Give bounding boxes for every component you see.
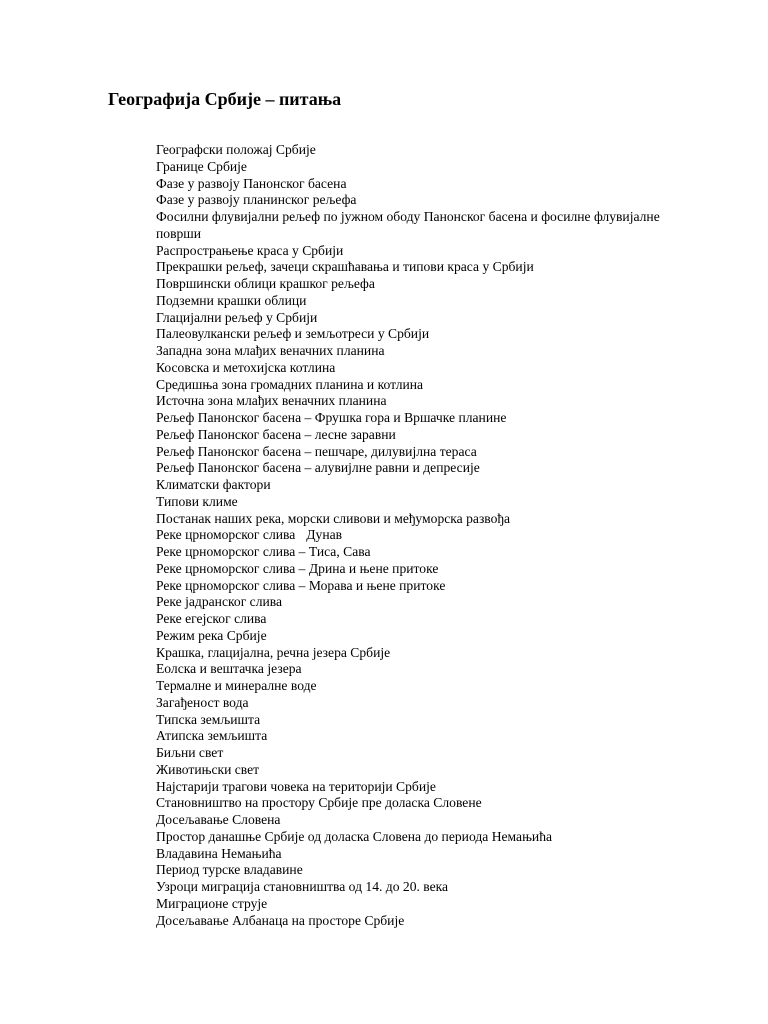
document-title: Географија Србије – питања — [108, 89, 342, 109]
question-item: Подземни крашки облици — [156, 292, 307, 308]
question-item: Географски положај Србије — [156, 142, 316, 157]
question-item: Глацијални рељеф у Србији — [156, 309, 318, 325]
question-item: Климатски фактори — [156, 477, 271, 492]
question-item: Рељеф Панонског басена – алувијлне равни и депресије — [156, 460, 480, 476]
question-item: Простор данашње Србије од доласка Словена до периода Немањића — [156, 828, 553, 844]
question-item: Фазе у развоју Панонског басена — [156, 175, 347, 191]
question-item: Миграционе струје — [156, 895, 268, 911]
question-item: Крашка, глацијална, речна језера Србије — [156, 644, 391, 660]
question-item: Рељеф Панонског басена – пешчаре, дилувијлна тераса — [156, 443, 477, 459]
question-item: Становништво на простору Србије пре доласка Словене — [156, 795, 482, 811]
question-item: Фазе у развоју планинског рељефа — [156, 192, 357, 208]
question-item: Распрострањење краса у Србији — [156, 242, 344, 258]
question-item — [156, 527, 676, 544]
question-item: Режим река Србије — [156, 627, 267, 643]
question-list — [156, 142, 676, 929]
question-item: Загађеност вода — [156, 694, 249, 710]
question-item: Еолска и вештачка језера — [156, 661, 302, 677]
question-item: Најстарији трагови човека на територији Србије — [156, 778, 436, 794]
question-suffix: Дунав — [306, 527, 343, 543]
question-item: Источна зона млађих веначних планина — [156, 393, 387, 409]
question-item: Период турске владавине — [156, 862, 303, 878]
question-item: Животињски свет — [156, 761, 260, 777]
question-item: Узроци миграција становништва од 14. до 20. века — [156, 879, 449, 894]
question-item: Досељавање Словена — [156, 812, 281, 827]
question-item: Рељеф Панонског басена – Фрушка гора и Вршачке планине — [156, 410, 507, 425]
question-item: Атипска земљишта — [156, 728, 268, 744]
question-item: Реке јадранског слива — [156, 594, 283, 610]
question-item: Прекрашки рељеф, зачеци скрашћавања и типови краса у Србији — [156, 259, 534, 275]
question-item: Типови климе — [156, 493, 238, 509]
question-item: Границе Србије — [156, 158, 247, 174]
question-item: Досељавање Албанаца на просторе Србије — [156, 912, 405, 928]
question-item: Косовска и метохијска котлина — [156, 359, 336, 375]
question-item: Термалне и минералне воде — [156, 678, 317, 693]
question-item: Биљни свет — [156, 745, 224, 760]
question-item: Западна зона млађих веначних планина — [156, 343, 385, 358]
question-item: Реке црноморског слива – Дрина и њене притоке — [156, 560, 439, 576]
question-item: Средишња зона громадних планина и котлина — [156, 376, 424, 392]
question-item: Реке егејског слива — [156, 611, 267, 626]
question-item: Површински облици крашког рељефа — [156, 276, 375, 291]
question-item: Фосилни флувијални рељеф по јужном ободу Панонског басена и фосилне флувијалне површи — [156, 209, 660, 241]
question-item: Постанак наших река, морски сливови и међуморска развођа — [156, 510, 511, 526]
question-item: Владавина Немањића — [156, 845, 282, 861]
question-item: Типска земљишта — [156, 711, 261, 727]
question-item: Палеовулкански рељеф и земљотреси у Србији — [156, 326, 430, 342]
question-item: Реке црноморског слива – Тиса, Сава — [156, 544, 371, 559]
question-item: Реке црноморског слива – Морава и њене притоке — [156, 577, 446, 593]
question-item: Рељеф Панонског басена – лесне заравни — [156, 426, 396, 442]
question-text: Реке црноморског слива — [156, 527, 296, 543]
